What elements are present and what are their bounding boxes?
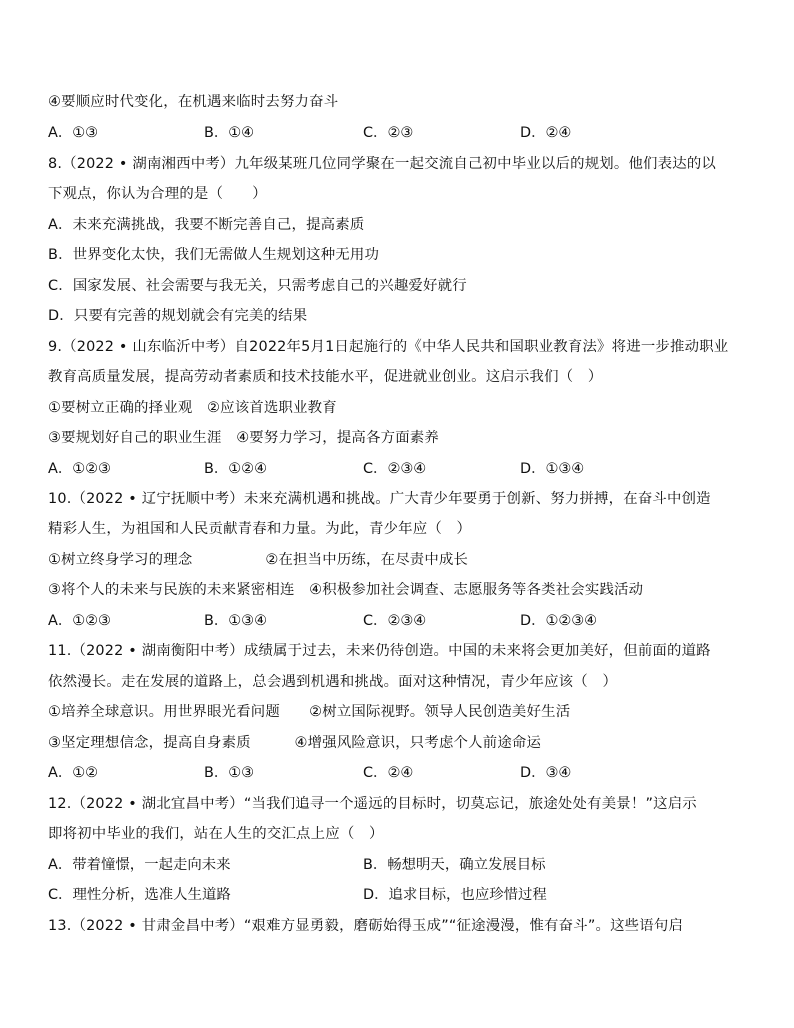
q11-statements-1: ①培养全球意识。用世界眼光看问题 ②树立国际视野。领导人民创造美好生活 <box>48 704 571 720</box>
q9-statements-1: ①要树立正确的择业观 ②应该首选职业教育 <box>48 400 337 416</box>
q11-option-d[interactable]: D．③④ <box>520 765 572 781</box>
q10-stem-line1: 10.（2022 • 辽宁抚顺中考）未来充满机遇和挑战。广大青少年要勇于创新、努力拼搏，在奋斗中创造 <box>48 491 711 507</box>
q10-statements-1: ①树立终身学习的理念 ②在担当中历练，在尽责中成长 <box>48 552 469 568</box>
q11-stem-line2: 依然漫长。走在发展的道路上，总会遇到机遇和挑战。面对这种情况，青少年应该（ ） <box>48 674 618 690</box>
q7-option-b[interactable]: B．①④ <box>204 125 255 141</box>
q10-option-c[interactable]: C．②③④ <box>363 613 427 629</box>
q9-statements-2: ③要规划好自己的职业生涯 ④要努力学习，提高各方面素养 <box>48 430 439 446</box>
q9-option-b[interactable]: B．①②④ <box>204 461 267 477</box>
q7-option-c[interactable]: C．②③ <box>363 125 414 141</box>
q8-stem-line1: 8.（2022 • 湖南湘西中考）九年级某班几位同学聚在一起交流自己初中毕业以后的规划。他们表达的以 <box>48 156 717 172</box>
q8-option-c[interactable]: C．国家发展、社会需要与我无关，只需考虑自己的兴趣爱好就行 <box>48 278 467 294</box>
q11-option-b[interactable]: B．①③ <box>204 765 255 781</box>
q8-option-d[interactable]: D．只要有完善的规划就会有完美的结果 <box>48 308 308 324</box>
q11-statements-2: ③坚定理想信念，提高自身素质 ④增强风险意识，只考虑个人前途命运 <box>48 735 542 751</box>
q12-stem-line1: 12.（2022 • 湖北宜昌中考）“当我们追寻一个遥远的目标时，切莫忘记，旅途处处有美景！”这启示 <box>48 796 697 812</box>
q10-stem-line2: 精彩人生，为祖国和人民贡献青春和力量。为此，青少年应（ ） <box>48 521 472 537</box>
q10-option-b[interactable]: B．①③④ <box>204 613 267 629</box>
q9-option-c[interactable]: C．②③④ <box>363 461 427 477</box>
q9-stem-line2: 教育高质量发展，提高劳动者素质和技术技能水平，促进就业创业。这启示我们（ ） <box>48 369 603 385</box>
q7-statement-4: ④要顺应时代变化，在机遇来临时去努力奋斗 <box>48 94 339 110</box>
q12-option-d[interactable]: D．追求目标，也应珍惜过程 <box>363 887 547 903</box>
q7-option-a[interactable]: A．①③ <box>48 125 99 141</box>
q10-statements-2: ③将个人的未来与民族的未来紧密相连 ④积极参加社会调查、志愿服务等各类社会实践活动 <box>48 582 644 598</box>
q10-option-a[interactable]: A．①②③ <box>48 613 111 629</box>
q11-option-a[interactable]: A．①② <box>48 765 99 781</box>
q10-option-d[interactable]: D．①②③④ <box>520 613 598 629</box>
q12-option-b[interactable]: B．畅想明天，确立发展目标 <box>363 857 546 873</box>
q8-option-b[interactable]: B．世界变化太快，我们无需做人生规划这种无用功 <box>48 247 380 263</box>
q9-option-d[interactable]: D．①③④ <box>520 461 585 477</box>
q9-stem-line1: 9.（2022 • 山东临沂中考）自2022年5月1日起施行的《中华人民共和国职业教育法》将进一步推动职业 <box>48 339 729 355</box>
q12-stem-line2: 即将初中毕业的我们，站在人生的交汇点上应（ ） <box>48 826 384 842</box>
q9-option-a[interactable]: A．①②③ <box>48 461 111 477</box>
q11-option-c[interactable]: C．②④ <box>363 765 414 781</box>
q8-option-a[interactable]: A．未来充满挑战，我要不断完善自己，提高素质 <box>48 217 365 233</box>
q12-option-a[interactable]: A．带着憧憬，一起走向未来 <box>48 857 231 873</box>
q7-option-d[interactable]: D．②④ <box>520 125 572 141</box>
q13-stem-line1: 13.（2022 • 甘肃金昌中考）“艰难方显勇毅，磨砺始得玉成”“征途漫漫，惟有奋斗”。这些语句启 <box>48 918 684 934</box>
q11-stem-line1: 11.（2022 • 湖南衡阳中考）成绩属于过去，未来仍待创造。中国的未来将会更加美好，但前面的道路 <box>48 643 711 659</box>
q12-option-c[interactable]: C．理性分析，选准人生道路 <box>48 887 231 903</box>
q8-stem-line2: 下观点，你认为合理的是（ ） <box>48 186 267 202</box>
